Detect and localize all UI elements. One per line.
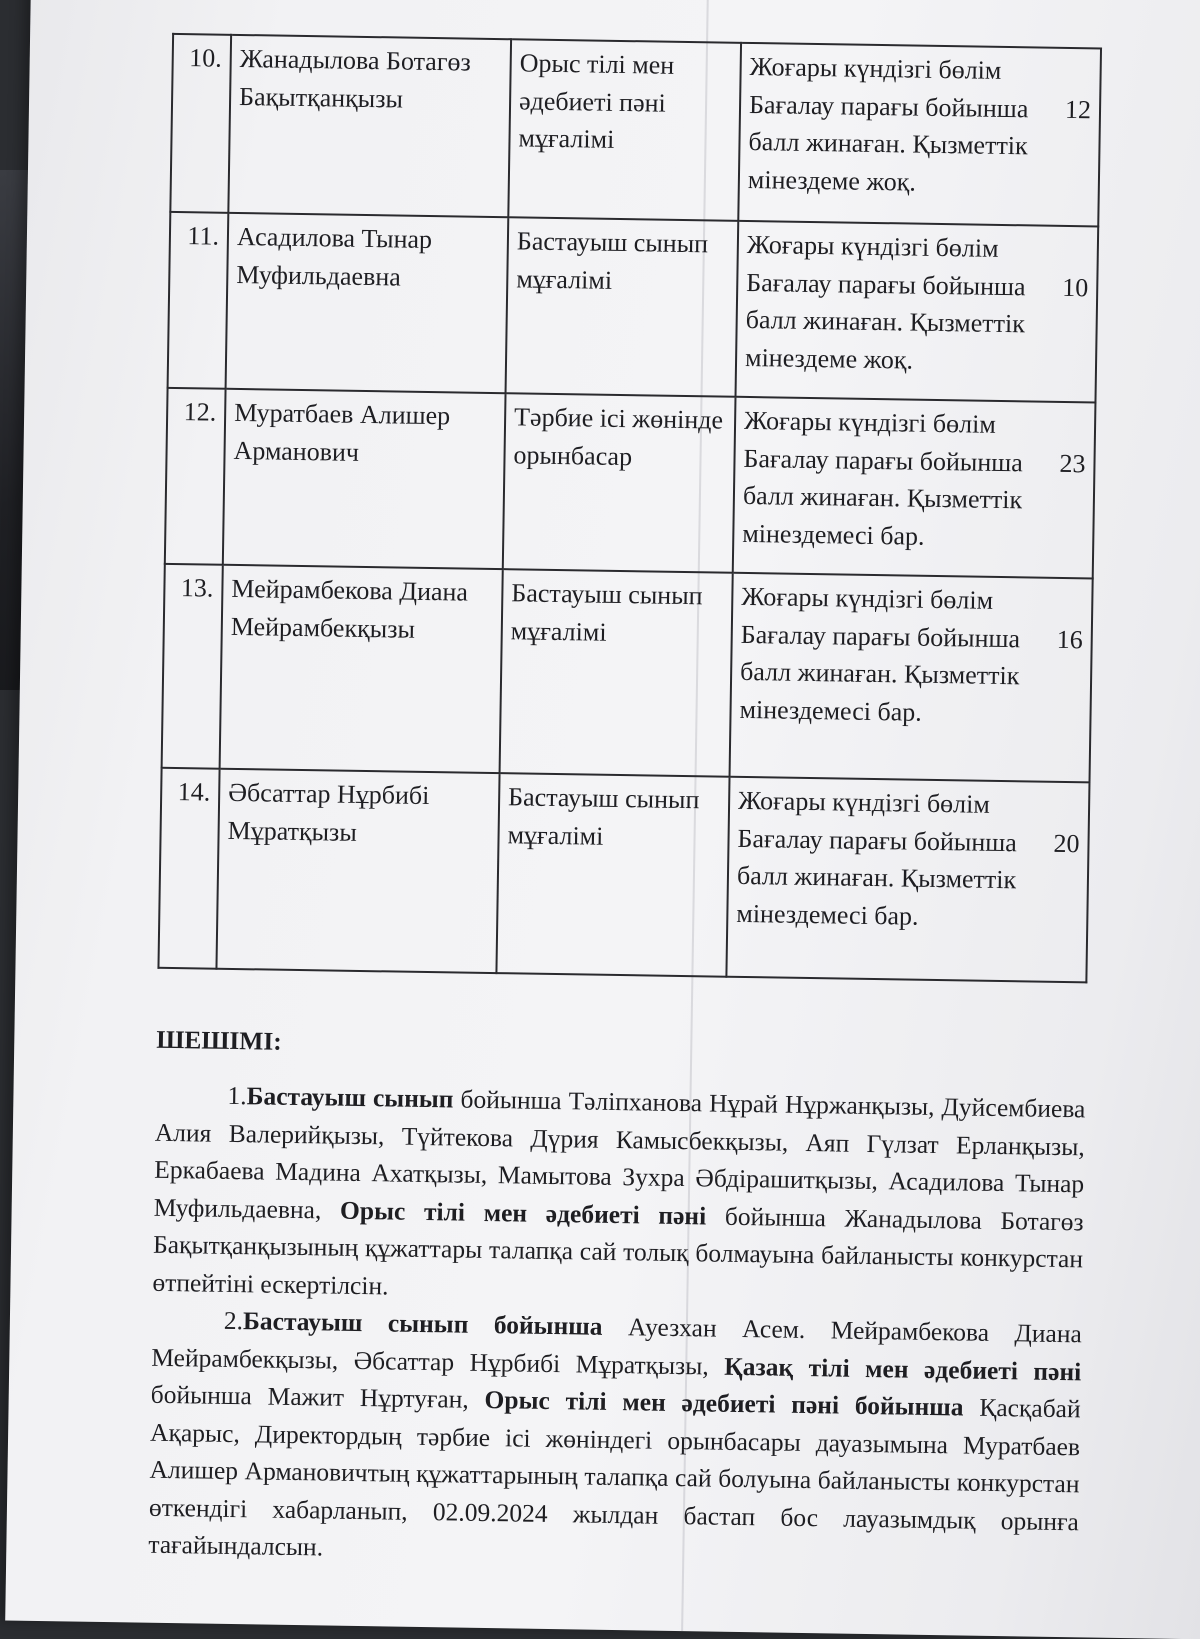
bold-phrase: Бастауыш сынып [246,1081,454,1114]
note-line: мінездеме жоқ. [744,343,914,375]
paragraph-text: Ауезхан Асем. Мейрамбекова Диана Мейрамбекқызы, Әбсаттар Нұрбибі Мұратқызы, [151,1312,1083,1381]
candidate-name: Асадилова Тынар Муфильдаевна [226,213,509,393]
bold-phrase: Бастауыш сынып бойынша [242,1306,603,1342]
note-score-line [749,86,1092,129]
note-line: Бағалау парағы бойынша [746,267,1026,302]
candidate-name: Жанадылова Ботагөз Бақытқанқызы [228,35,511,217]
note-line: Жоғары күндізгі бөлім [741,581,994,615]
note-line: Бағалау парағы бойынша [740,619,1021,653]
score-value: 12 [1064,94,1092,125]
row-number: 10. [170,34,231,213]
candidate-note [733,397,1096,579]
note-score-line [740,616,1083,659]
score-value: 10 [1062,272,1089,303]
table-row [162,564,1093,783]
note-line: Бағалау парағы бойынша [748,89,1029,124]
candidate-note [730,573,1093,783]
paragraph-text: бойынша Мажит Нұртуған, [150,1380,485,1415]
score-value: 20 [1053,828,1080,858]
candidate-position: Орыс тілі мен әдебиеті пәні мұғалімі [508,39,741,221]
decision-title: ШЕШІМІ: [156,1024,282,1056]
score-value: 16 [1056,624,1083,654]
table-row [168,212,1099,403]
paragraph-number: 1. [227,1081,247,1111]
candidate-position: Бастауыш сынып мұғалімі [506,217,739,397]
note-line: Бағалау парағы бойынша [743,443,1024,478]
row-number: 14. [158,768,219,969]
note-line: мінездемесі бар. [742,518,925,551]
table-row [170,34,1101,227]
note-line: балл жинаған. Қызметтік [745,305,1026,339]
candidate-position: Тәрбие ісі жөнінде орынбасар [503,393,736,573]
candidates-table [157,33,1102,983]
paragraph-text: Қасқабай Ақарыс, Директордың тәрбие ісі жөніндегі орынбасары дауазымына Муратбаев Алишер Армановичтың құжаттарының талапқа сай болуына байланысты конкурстан өткендігі хабарланып, 02.09.2024 жылдан бастап бос лауазымдық орынға тағайындалсын. [148,1392,1081,1562]
note-line: Жоғары күндізгі бөлім [749,51,1002,85]
candidate-name: Әбсаттар Нұрбибі Мұратқызы [216,769,499,973]
note-score-line [746,264,1089,307]
paragraph-number: 2. [223,1306,244,1336]
note-line: Жоғары күндізгі бөлім [743,405,997,439]
candidate-position: Бастауыш сынып мұғалімі [500,569,733,777]
candidate-name: Муратбаев Алишер Арманович [223,389,506,569]
bold-phrase: Орыс тілі мен әдебиеті пәні [339,1195,707,1231]
candidate-position: Бастауыш сынып мұғалімі [496,773,729,977]
note-line: Жоғары күндізгі бөлім [737,785,991,819]
note-line: балл жинаған. Қызметтік [736,861,1017,895]
decision-paragraph-2 [148,1301,1082,1578]
score-value: 23 [1059,448,1086,478]
note-score-line [743,440,1086,483]
row-number: 12. [165,388,226,565]
candidate-note [736,221,1099,403]
table-row [158,768,1089,983]
note-line: мінездемесі бар. [739,694,923,727]
candidate-name: Мейрамбекова Диана Мейрамбекқызы [220,565,503,773]
note-score-line [737,820,1080,863]
note-line: мінездемесі бар. [736,898,919,931]
note-line: Жоғары күндізгі бөлім [746,229,999,263]
paragraph-text: бойынша Тәліпханова Нұрай Нұржанқызы, Дуйсембиева Алия Валерийқызы, Түйтекова Дүрия Камысбекқызы, Аяп Гүлзат Ерланқызы, Еркабаева Мадина Ахатқызы, Мамытова Зухра Әбдірашитқызы, Асадилова Тынар Муфильдаевна, [153,1084,1086,1225]
note-line: мінездеме жоқ. [747,165,917,197]
decision-paragraph-1 [152,1076,1085,1315]
document-content [148,33,1102,1578]
paragraph-text: бойынша Жанадылова Ботагөз Бақытқанқызының құжаттары талапқа сай толық болмауына байланысты конкурстан өтпейтіні ескертілсін. [152,1201,1084,1301]
note-line: балл жинаған. Қызметтік [739,657,1020,691]
bold-phrase: Орыс тілі мен әдебиеті пәні бойынша [484,1385,964,1422]
table-row [165,388,1096,579]
candidate-note [726,777,1089,983]
note-line: балл жинаған. Қызметтік [748,127,1028,161]
row-number: 11. [168,212,229,389]
note-line: Бағалау парағы бойынша [737,823,1018,857]
bold-phrase: Қазақ тілі мен әдебиеті пәні [724,1351,1082,1387]
candidate-note [738,43,1101,227]
row-number: 13. [162,564,223,769]
decision-section [148,1021,1086,1578]
note-line: балл жинаған. Қызметтік [742,481,1023,515]
document-page [5,0,1200,1639]
